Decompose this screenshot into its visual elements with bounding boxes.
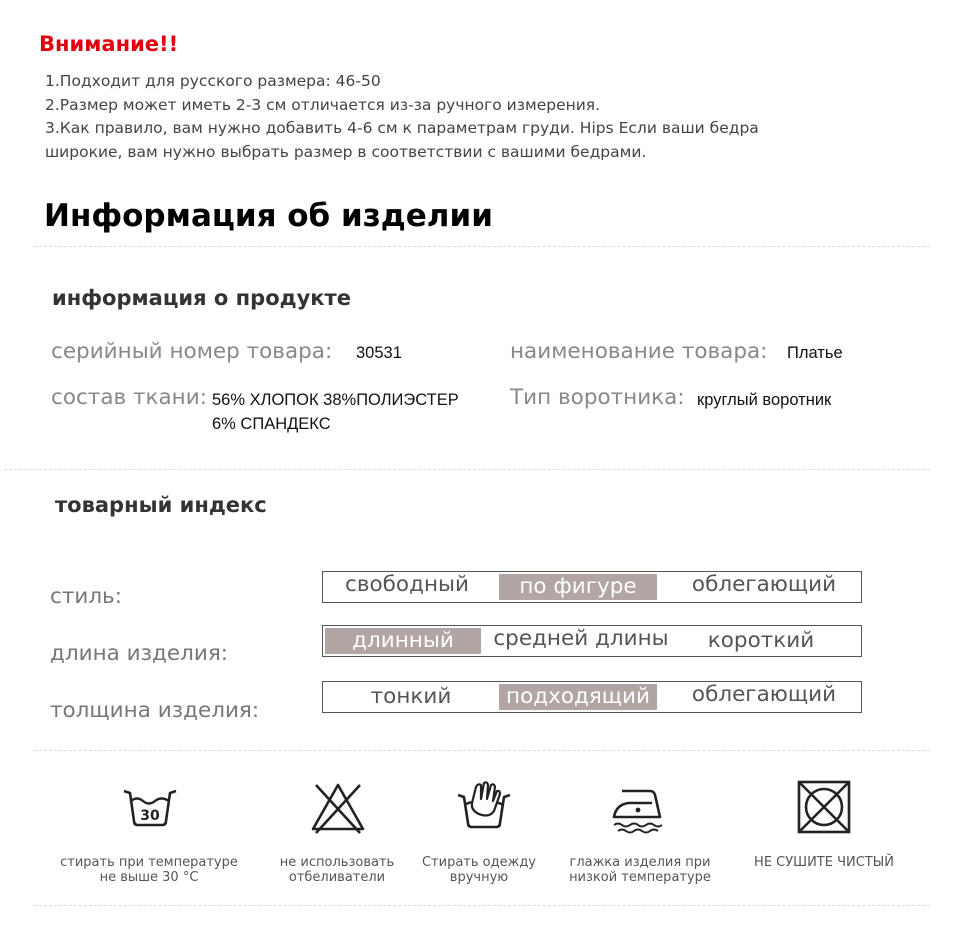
notice-list [45, 70, 845, 164]
thickness-label: толщина изделия: [50, 698, 260, 723]
wash-temperature-number: 30 [140, 808, 160, 824]
style-label: стиль: [50, 584, 122, 609]
care-label-no-bleach: не использовать отбеливатели [279, 855, 395, 885]
length-option-long: длинный [325, 628, 481, 654]
product-index-title: товарный индекс [55, 493, 267, 517]
notice-line: 1.Подходит для русского размера: 46-50 [45, 72, 381, 90]
fabric-label: состав ткани: [51, 385, 207, 410]
care-label-no-tumble-dry: НЕ СУШИТЕ ЧИСТЫЙ [754, 855, 894, 870]
collar-type-value: круглый воротник [697, 391, 832, 409]
length-label: длина изделия: [50, 641, 229, 666]
product-info-title: Информация об изделии [44, 198, 493, 234]
hand-wash-icon [454, 777, 514, 837]
divider [34, 246, 930, 247]
thickness-option-medium: подходящий [499, 684, 657, 710]
serial-number-label: серийный номер товара: [51, 339, 333, 364]
divider [34, 905, 930, 906]
notice-line: 2.Размер может иметь 2-3 см отличается из-за ручного измерения. [45, 95, 601, 114]
divider [34, 750, 930, 751]
product-name-value: Платье [787, 344, 843, 362]
serial-number-value: 30531 [356, 344, 402, 362]
divider [4, 469, 930, 470]
length-scale [322, 625, 862, 657]
thickness-option-thin: тонкий [370, 684, 452, 709]
product-info-subtitle: информация о продукте [52, 286, 351, 310]
care-label-wash: стирать при температуре не выше 30 °C [60, 855, 238, 885]
style-option-loose: свободный [345, 572, 469, 597]
fabric-value-line2: 6% СПАНДЕКС [212, 415, 331, 433]
notice-line: широкие, вам нужно выбрать размер в соответствии с вашими бедрами. [45, 142, 647, 161]
product-name-label: наименование товара: [510, 339, 768, 364]
wash-30-icon [120, 777, 180, 837]
notice-line: 3.Как правило, вам нужно добавить 4-6 см к параметрам груди. Hips Если ваши бедра [45, 119, 759, 137]
length-option-medium: средней длины [493, 626, 669, 651]
care-label-iron: глажка изделия при низкой температуре [569, 855, 711, 885]
thickness-option-thick: облегающий [691, 682, 837, 707]
style-scale [322, 571, 862, 603]
no-tumble-dry-icon [794, 777, 854, 837]
thickness-scale [322, 681, 862, 713]
attention-title: Внимание!! [39, 32, 179, 56]
style-option-fitted: по фигуре [499, 574, 657, 600]
collar-type-label: Тип воротника: [510, 385, 685, 410]
no-bleach-icon [308, 777, 368, 837]
care-label-hand-wash: Стирать одежду вручную [421, 855, 537, 885]
length-option-short: короткий [707, 628, 815, 653]
low-iron-icon [608, 777, 668, 837]
style-option-tight: облегающий [691, 572, 837, 597]
fabric-value-line1: 56% ХЛОПОК 38%ПОЛИЭСТЕР [212, 391, 459, 409]
